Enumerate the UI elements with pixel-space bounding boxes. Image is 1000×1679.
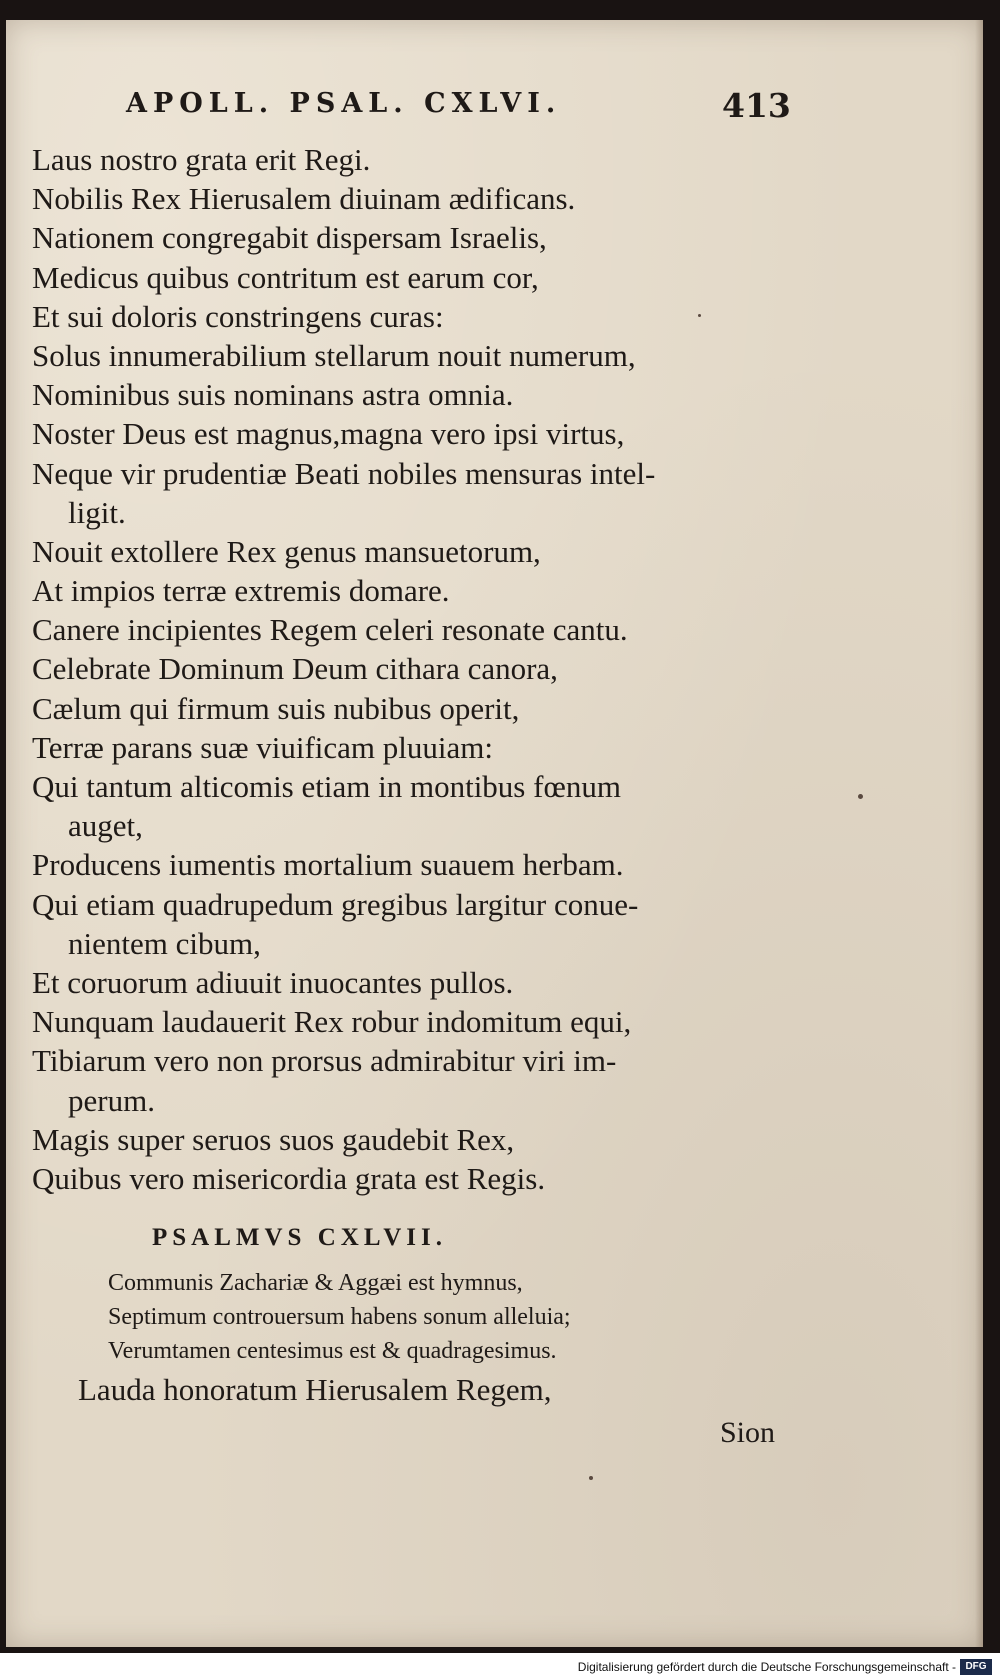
verse-line: Nationem congregabit dispersam Israelis, xyxy=(32,220,547,256)
first-verse: Lauda honoratum Hierusalem Regem, xyxy=(78,1372,552,1407)
ink-speck xyxy=(589,1476,593,1480)
argument-line: Communis Zachariæ & Aggæi est hymnus, xyxy=(108,1270,523,1296)
verse-continuation: ligit. xyxy=(68,494,126,530)
page-edge-shadow xyxy=(975,20,983,1647)
verse-continuation: perum. xyxy=(68,1082,155,1118)
ink-speck xyxy=(858,794,863,799)
footer-bar xyxy=(0,1653,1000,1679)
footer-credit: Digitalisierung gefördert durch die Deutsche Forschungsgemeinschaft - xyxy=(577,1660,956,1674)
verse-line: Canere incipientes Regem celeri resonate cantu. xyxy=(32,612,628,648)
verse-line: Producens iumentis mortalium suauem herbam. xyxy=(32,847,624,883)
argument-line: Verumtamen centesimus est & quadragesimus. xyxy=(108,1338,557,1364)
psalm-body xyxy=(32,140,812,1198)
verse-line: Cælum qui firmum suis nubibus operit, xyxy=(32,690,520,726)
verse-continuation: nientem cibum, xyxy=(68,925,261,961)
page-number: 413 xyxy=(722,86,791,125)
running-head: APOLL. PSAL. CXLVI. xyxy=(126,88,562,119)
argument-line: Septimum controuersum habens sonum alleluia; xyxy=(108,1304,571,1330)
verse-line: Magis super seruos suos gaudebit Rex, xyxy=(32,1121,515,1157)
verse-line: Qui etiam quadrupedum gregibus largitur conue- xyxy=(32,886,639,922)
verse-line: Et sui doloris constringens curas: xyxy=(32,298,444,334)
verse-line: Celebrate Dominum Deum cithara canora, xyxy=(32,651,558,687)
verse-line: Et coruorum adiuuit inuocantes pullos. xyxy=(32,964,514,1000)
verse-line: At impios terræ extremis domare. xyxy=(32,573,450,609)
catchword: Sion xyxy=(720,1416,776,1449)
verse-line: Noster Deus est magnus,magna vero ipsi virtus, xyxy=(32,416,625,452)
verse-line: Tibiarum vero non prorsus admirabitur viri im- xyxy=(32,1043,617,1079)
verse-line: Neque vir prudentiæ Beati nobiles mensuras intel- xyxy=(32,455,656,491)
verse-line: Medicus quibus contritum est earum cor, xyxy=(32,259,539,295)
verse-line: Terræ parans suæ viuificam pluuiam: xyxy=(32,729,494,765)
verse-line: Nominibus suis nominans astra omnia. xyxy=(32,377,514,413)
psalm-heading: PSALMVS CXLVII. xyxy=(152,1224,447,1251)
verse-line: Nunquam laudauerit Rex robur indomitum equi, xyxy=(32,1004,632,1040)
verse-line: Solus innumerabilium stellarum nouit numerum, xyxy=(32,337,636,373)
verse-line: Laus nostro grata erit Regi. xyxy=(32,142,371,177)
ink-speck xyxy=(698,314,701,317)
psalm-argument xyxy=(108,1266,571,1368)
verse-line: Nobilis Rex Hierusalem diuinam ædificans. xyxy=(32,181,576,217)
verse-line: Quibus vero misericordia grata est Regis. xyxy=(32,1160,546,1196)
verse-line: Nouit extollere Rex genus mansuetorum, xyxy=(32,533,541,569)
verse-continuation: auget, xyxy=(68,808,143,844)
verse-line: Qui tantum alticomis etiam in montibus fœnum xyxy=(32,769,621,804)
dfg-logo: DFG xyxy=(960,1659,992,1675)
